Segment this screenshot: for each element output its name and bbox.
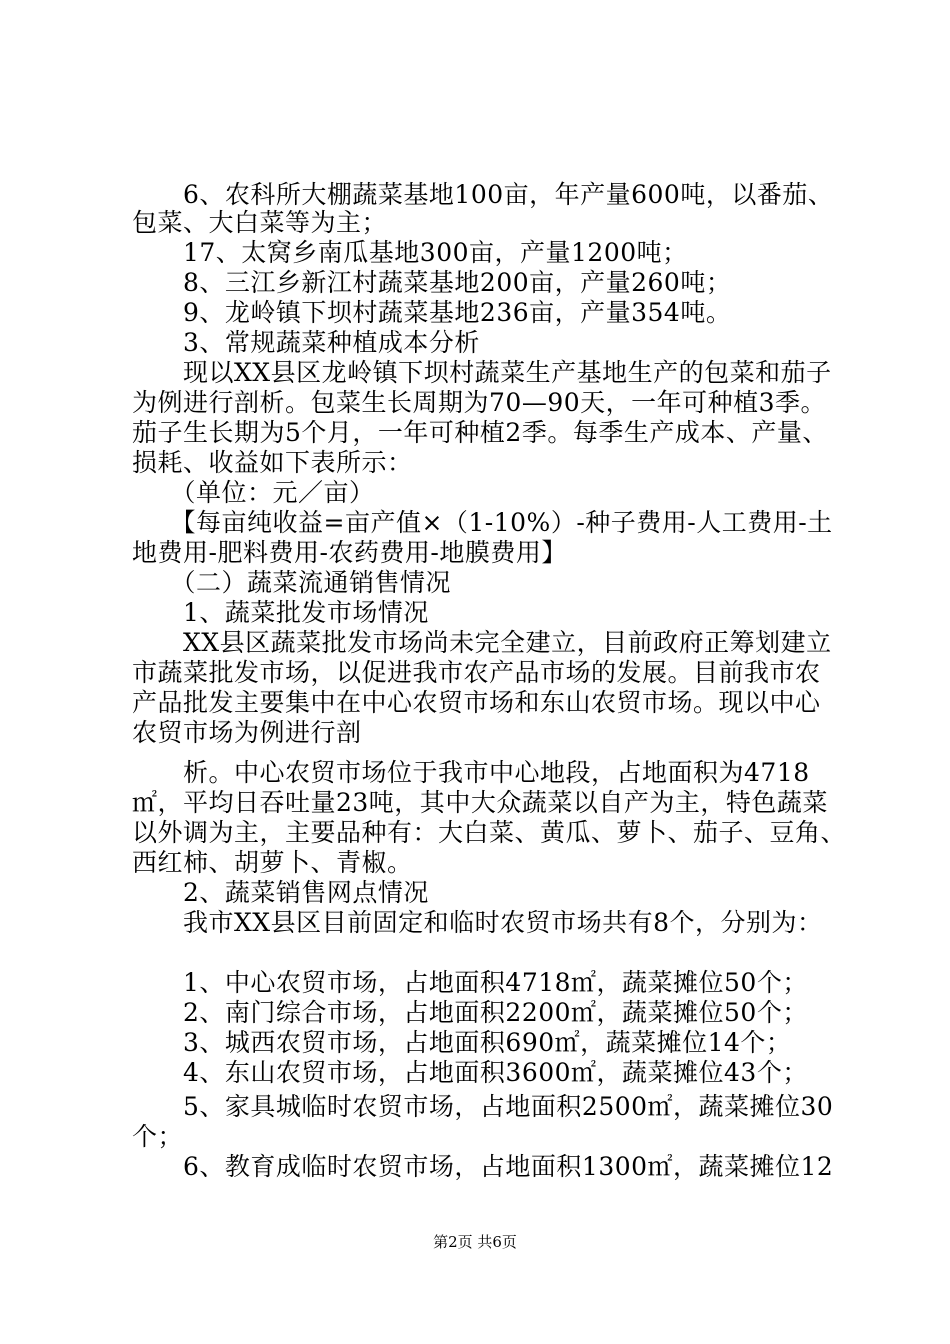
text-line: 【每亩纯收益=亩产值×（1-10%）-种子费用-人工费用-土 — [132, 508, 833, 537]
text-line: 地费用-肥料费用-农药费用-地膜费用】 — [132, 538, 567, 567]
text-line: 6、教育成临时农贸市场，占地面积1300㎡，蔬菜摊位12 — [132, 1152, 834, 1181]
text-line: 8、三江乡新江村蔬菜基地200亩，产量260吨； — [132, 268, 732, 297]
text-line: 9、龙岭镇下坝村蔬菜基地236亩，产量354吨。 — [132, 298, 732, 327]
text-line: 3、常规蔬菜种植成本分析 — [132, 328, 480, 357]
text-line: XX县区蔬菜批发市场尚未完全建立，目前政府正筹划建立 — [132, 628, 832, 657]
text-line: 农贸市场为例进行剖 — [132, 718, 362, 747]
text-line: 5、家具城临时农贸市场，占地面积2500㎡，蔬菜摊位30 — [132, 1092, 834, 1121]
text-line: （二）蔬菜流通销售情况 — [132, 568, 452, 597]
text-line: 以外调为主，主要品种有：大白菜、黄瓜、萝卜、茄子、豆角、 — [132, 818, 847, 847]
text-line: 市蔬菜批发市场，以促进我市农产品市场的发展。目前我市农 — [132, 658, 821, 687]
text-line: 现以XX县区龙岭镇下坝村蔬菜生产基地生产的包菜和茄子 — [132, 358, 832, 387]
text-line: （单位：元／亩） — [132, 478, 375, 507]
text-line: 1、蔬菜批发市场情况 — [132, 598, 429, 627]
text-line: 为例进行剖析。包菜生长周期为70—90天，一年可种植3季。 — [132, 388, 827, 417]
text-line: 我市XX县区目前固定和临时农贸市场共有8个，分别为： — [132, 908, 823, 937]
text-line: 2、蔬菜销售网点情况 — [132, 878, 429, 907]
text-line: 6、农科所大棚蔬菜基地100亩，年产量600吨，以番茄、 — [132, 180, 834, 209]
text-line: 茄子生长期为5个月，一年可种植2季。每季生产成本、产量、 — [132, 418, 828, 447]
text-line: 损耗、收益如下表所示： — [132, 448, 413, 477]
text-line: 4、东山农贸市场，占地面积3600㎡，蔬菜摊位43个； — [132, 1058, 808, 1087]
text-line: 1、中心农贸市场，占地面积4718㎡，蔬菜摊位50个； — [132, 968, 808, 997]
text-line: ㎡，平均日吞吐量23吨，其中大众蔬菜以自产为主，特色蔬菜 — [132, 788, 828, 817]
text-line: 3、城西农贸市场，占地面积690㎡，蔬菜摊位14个； — [132, 1028, 792, 1057]
text-line: 西红柿、胡萝卜、青椒。 — [132, 848, 413, 877]
text-line: 个； — [132, 1122, 184, 1151]
text-line: 析。中心农贸市场位于我市中心地段，占地面积为4718 — [132, 758, 810, 787]
text-line: 产品批发主要集中在中心农贸市场和东山农贸市场。现以中心 — [132, 688, 821, 717]
text-line: 2、南门综合市场，占地面积2200㎡，蔬菜摊位50个； — [132, 998, 808, 1027]
page-footer: 第2页 共6页 — [433, 1233, 517, 1251]
text-line: 包菜、大白菜等为主； — [132, 208, 388, 237]
text-line: 17、太窝乡南瓜基地300亩，产量1200吨； — [132, 238, 688, 267]
